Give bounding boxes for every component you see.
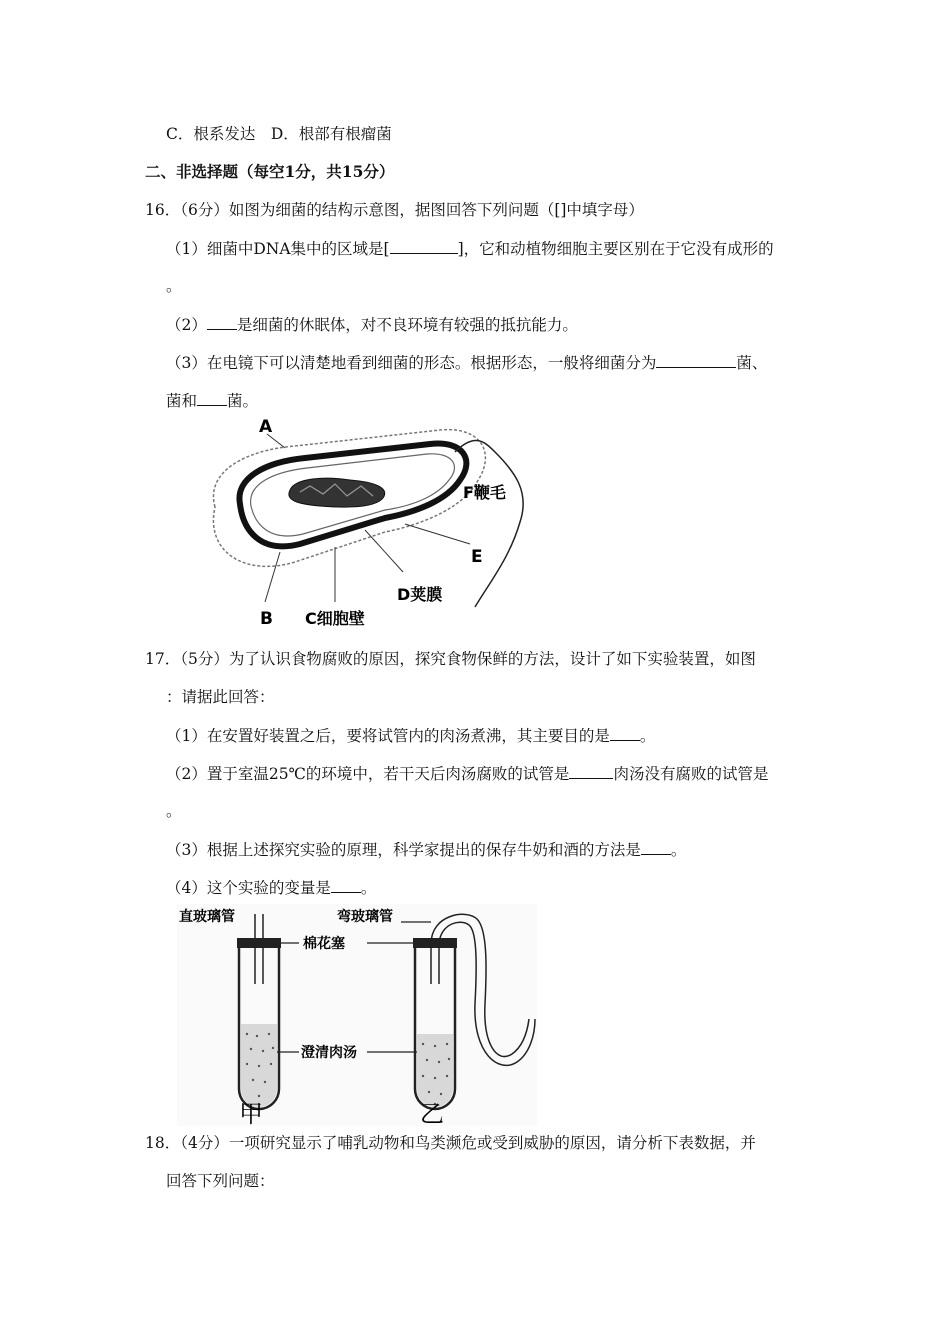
answer-blank[interactable] [331,877,361,893]
q15-options: C．根系发达 D．根部有根瘤菌 [166,125,392,143]
label-cotton: 棉花塞 [303,936,345,952]
label-b: B [260,609,273,629]
label-e: E [471,547,483,567]
q18-stem: 18．（4分）一项研究显示了哺乳动物和鸟类濒危或受到威胁的原因，请分析下表数据，并 [145,1134,756,1152]
q17-part3: （3）根据上述探究实验的原理，科学家提出的保存牛奶和酒的方法是 。 [166,841,687,859]
q16-part3: （3）在电镜下可以清楚地看到细菌的形态。根据形态，一般将细菌分为 菌、 [166,354,768,372]
label-tube-yi: 乙 [420,1100,444,1126]
q17-part2: （2）置于室温25℃的环境中，若干天后肉汤腐败的试管是 肉汤没有腐败的试管是 [166,765,769,783]
label-broth: 澄清肉汤 [301,1045,357,1061]
q16-part1-end: 。 [166,277,182,295]
q17-part4: （4）这个实验的变量是 。 [166,879,377,897]
label-f: F鞭毛 [463,483,506,502]
test-tube-diagram [177,904,537,1126]
nuclear-region [289,478,385,507]
q16-stem: 16．（6分）如图为细菌的结构示意图，据图回答下列问题（[]中填字母） [145,201,644,219]
q16-part3-cont: 菌和 菌。 [166,392,259,410]
answer-blank[interactable] [197,390,227,406]
q16-part1: （1）细菌中DNA集中的区域是[ ]，它和动植物细胞主要区别在于它没有成形的 [166,240,774,258]
q17-part2-end: 。 [166,802,182,820]
q18-stem-cont: 回答下列问题： [166,1172,275,1190]
q17-stem: 17．（5分）为了认识食物腐败的原因，探究食物保鲜的方法，设计了如下实验装置，如图 [145,650,756,668]
label-a: A [259,417,273,437]
label-straight-tube: 直玻璃管 [179,909,235,925]
label-curved-tube: 弯玻璃管 [337,909,393,925]
answer-blank[interactable] [610,725,640,741]
answer-blank[interactable] [207,314,237,330]
section-title: 二、非选择题（每空1分，共15分） [145,162,395,181]
cotton-plug-yi [413,938,457,948]
bacterium-diagram [185,412,545,634]
label-d: D荚膜 [397,585,443,604]
q17-part1: （1）在安置好装置之后，要将试管内的肉汤煮沸，其主要目的是 。 [166,727,656,745]
answer-blank[interactable] [569,763,613,779]
answer-blank[interactable] [390,238,458,254]
answer-blank[interactable] [656,352,736,368]
cotton-plug-jia [237,938,281,948]
q16-part2: （2） 是细菌的休眠体，对不良环境有较强的抵抗能力。 [166,316,578,334]
answer-blank[interactable] [641,839,671,855]
label-c: C细胞壁 [305,609,365,628]
label-tube-jia: 甲 [239,1100,263,1126]
q17-stem-cont: ：请据此回答： [166,688,275,706]
